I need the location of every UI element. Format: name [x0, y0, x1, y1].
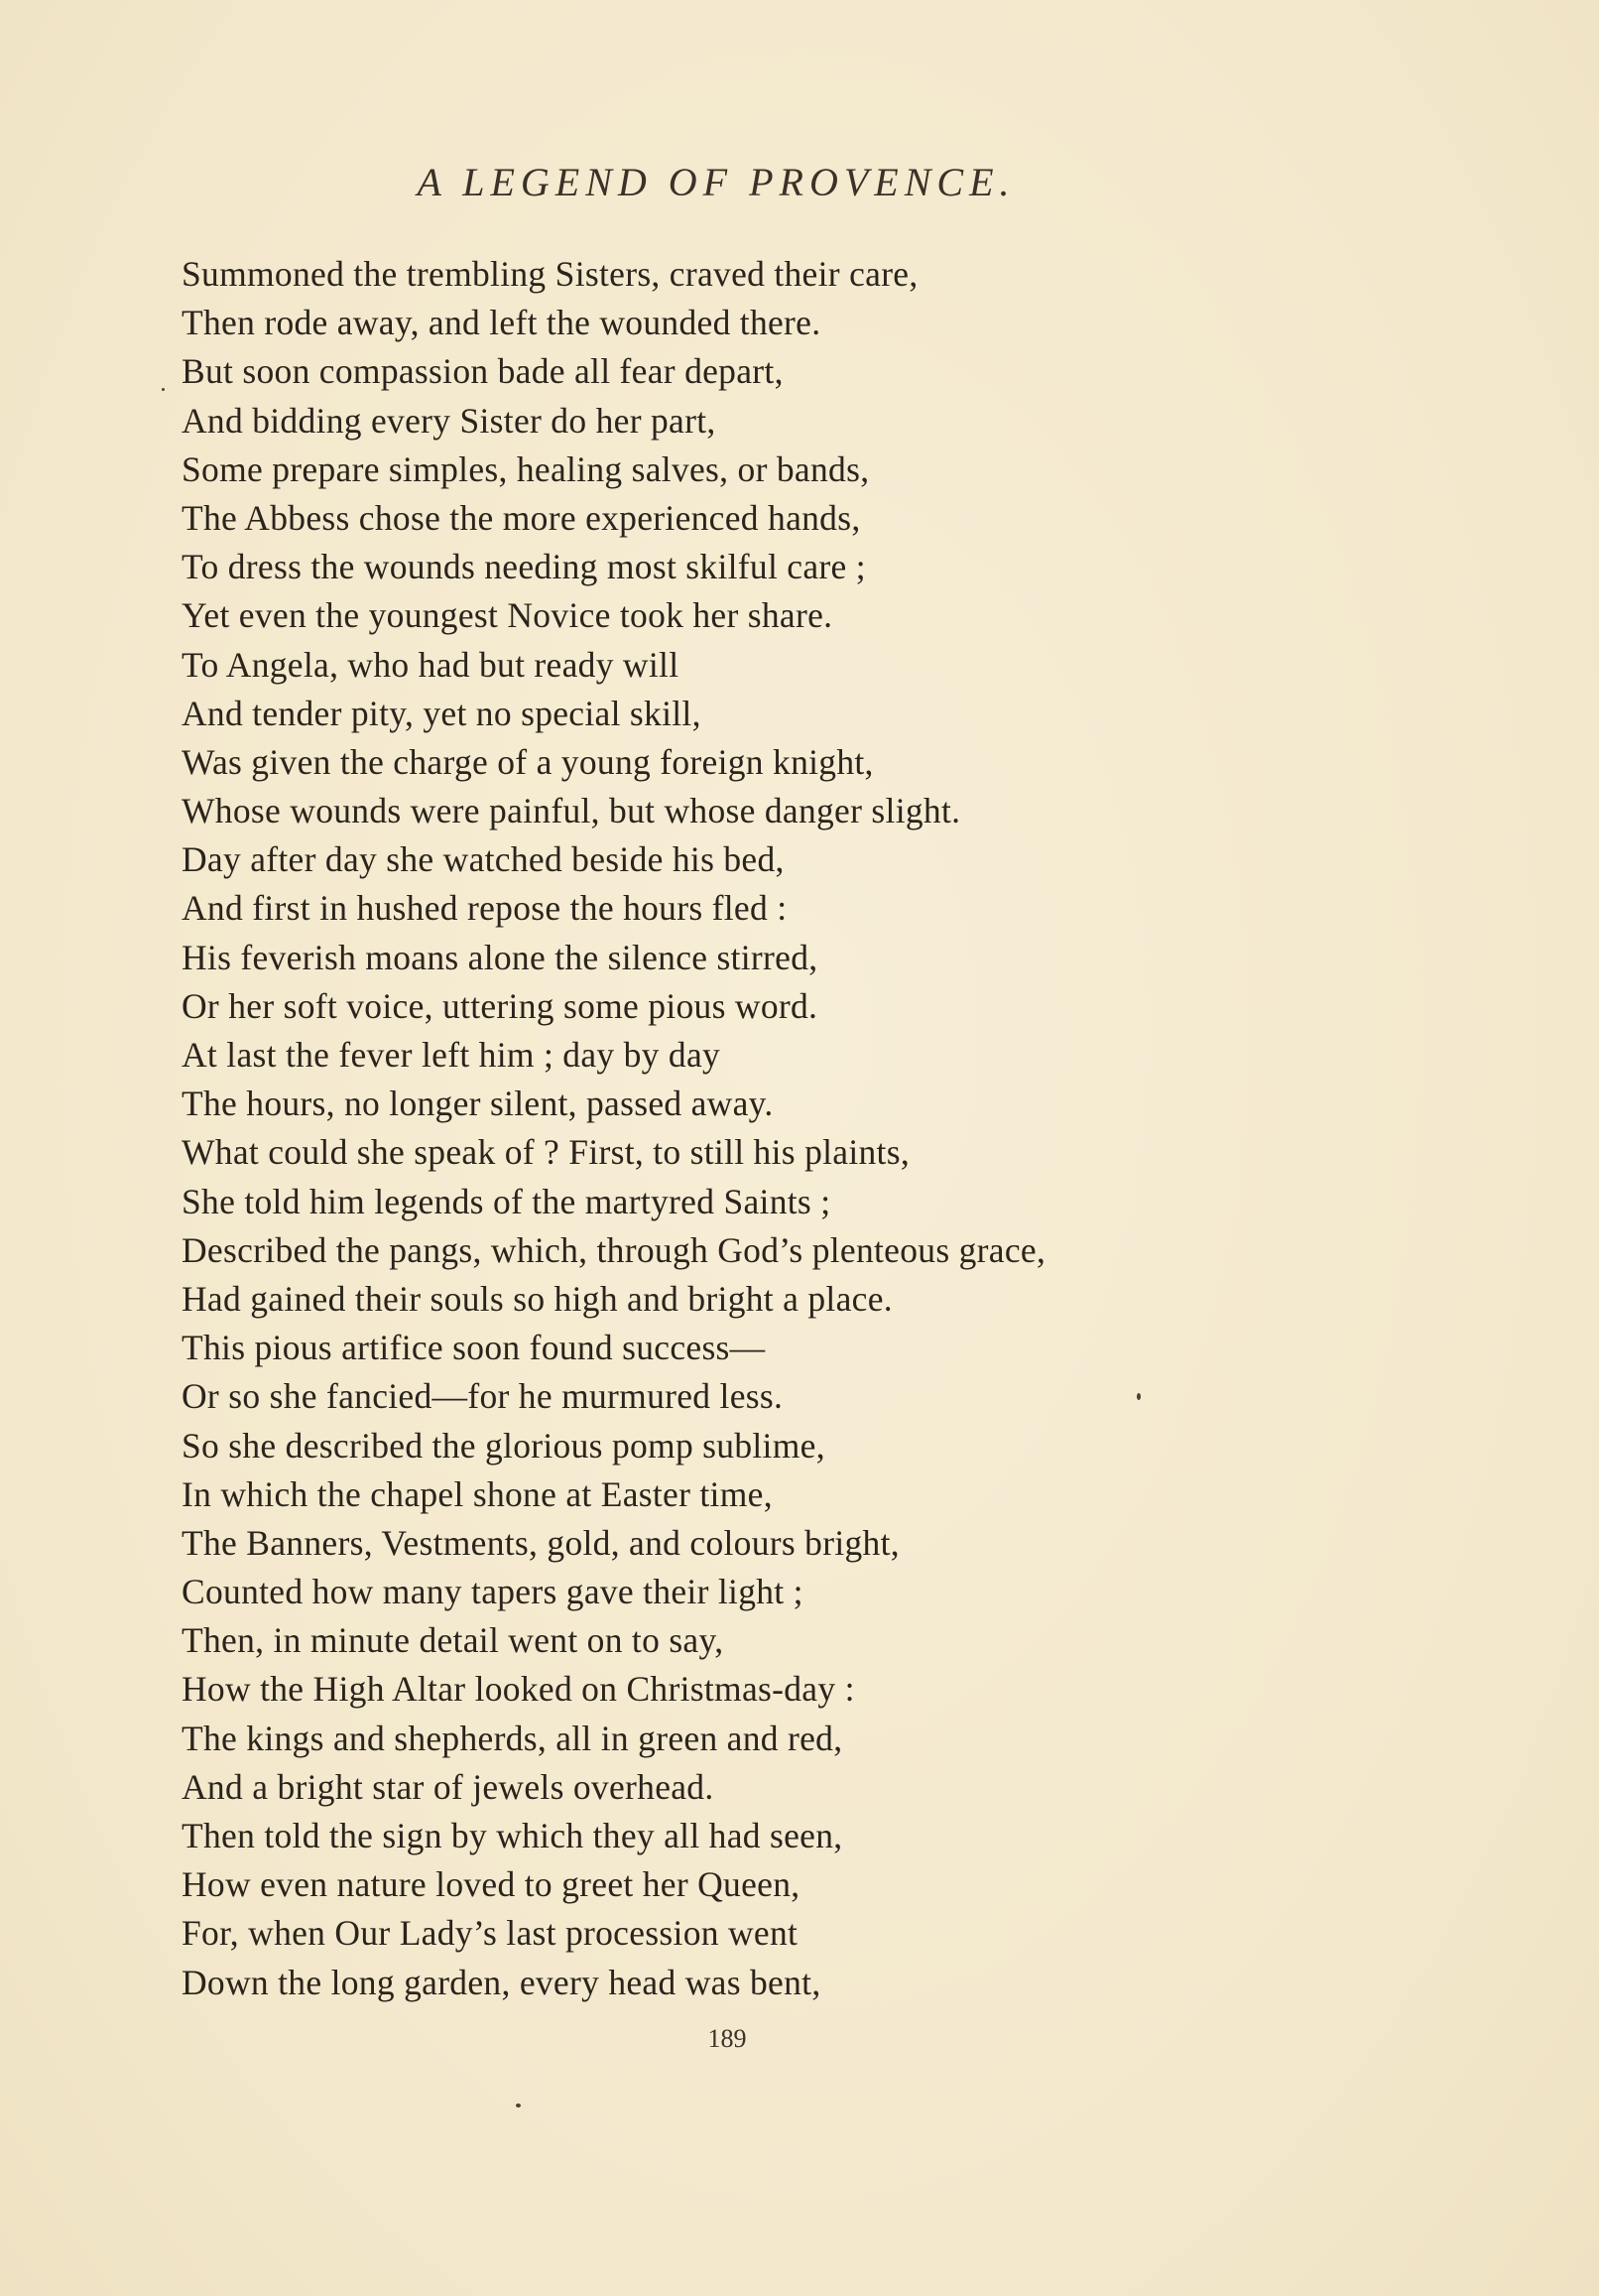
page-number: 189 [707, 2024, 747, 2053]
poem-line: Then, in minute detail went on to say, [182, 1620, 724, 1661]
poem-text [182, 250, 1322, 2007]
poem-line: And a bright star of jewels overhead. [182, 1766, 714, 1807]
poem-line: At last the fever left him ; day by day [182, 1035, 721, 1075]
poem-line: She told him legends of the martyred Saints ; [182, 1181, 831, 1221]
poem-line: So she described the glorious pomp sublime, [182, 1425, 825, 1466]
poem-line: Then rode away, and left the wounded there. [182, 303, 821, 343]
poem-line: To Angela, who had but ready will [182, 644, 679, 685]
poem-line: Had gained their souls so high and bright a place. [182, 1278, 893, 1319]
poem-line: How the High Altar looked on Christmas-day : [182, 1669, 855, 1710]
poem-line: In which the chapel shone at Easter time, [182, 1473, 773, 1514]
poem-line: The hours, no longer silent, passed away. [182, 1084, 774, 1124]
poem-line: Then told the sign by which they all had seen, [182, 1816, 843, 1855]
poem-line: What could she speak of ? First, to still his plaints, [182, 1132, 910, 1173]
ink-speck [516, 2104, 521, 2107]
poem-line: Down the long garden, every head was bent, [182, 1962, 821, 2002]
poem-line: And tender pity, yet no special skill, [182, 693, 701, 733]
poem-line: Day after day she watched beside his bed, [182, 839, 785, 880]
running-head: A LEGEND OF PROVENCE. [417, 160, 1016, 204]
ink-speck [1137, 1393, 1141, 1400]
poem-line: This pious artifice soon found success— [182, 1328, 766, 1368]
poem-line: And bidding every Sister do her part, [182, 400, 716, 441]
poem-line: Summoned the trembling Sisters, craved their care, [182, 254, 919, 294]
poem-line: The Abbess chose the more experienced hands, [182, 497, 861, 538]
poem-line: To dress the wounds needing most skilful care ; [182, 547, 866, 587]
poem-line: Whose wounds were painful, but whose danger slight. [182, 791, 961, 831]
poem-line: For, when Our Lady’s last procession went [182, 1913, 799, 1954]
poem-line: Described the pangs, which, through God’s plenteous grace, [182, 1229, 1046, 1270]
poem-line: And first in hushed repose the hours fled : [182, 888, 788, 929]
poem-line: Counted how many tapers gave their light ; [182, 1572, 803, 1612]
poem-line: Was given the charge of a young foreign knight, [182, 741, 874, 782]
poem-line: Or her soft voice, uttering some pious word. [182, 985, 818, 1026]
poem-line: Some prepare simples, healing salves, or bands, [182, 448, 870, 489]
poem-line: The kings and shepherds, all in green and red, [182, 1718, 843, 1758]
poem-line: Yet even the youngest Novice took her share. [182, 595, 833, 636]
poem-line: His feverish moans alone the silence stirred, [182, 937, 818, 977]
poem-line: How even nature loved to greet her Queen, [182, 1864, 800, 1905]
poem-line: But soon compassion bade all fear depart, [182, 351, 784, 392]
ink-speck [162, 388, 165, 391]
poem-line: The Banners, Vestments, gold, and colours bright, [182, 1522, 900, 1563]
poem-line: Or so she fancied—for he murmured less. [182, 1376, 784, 1417]
